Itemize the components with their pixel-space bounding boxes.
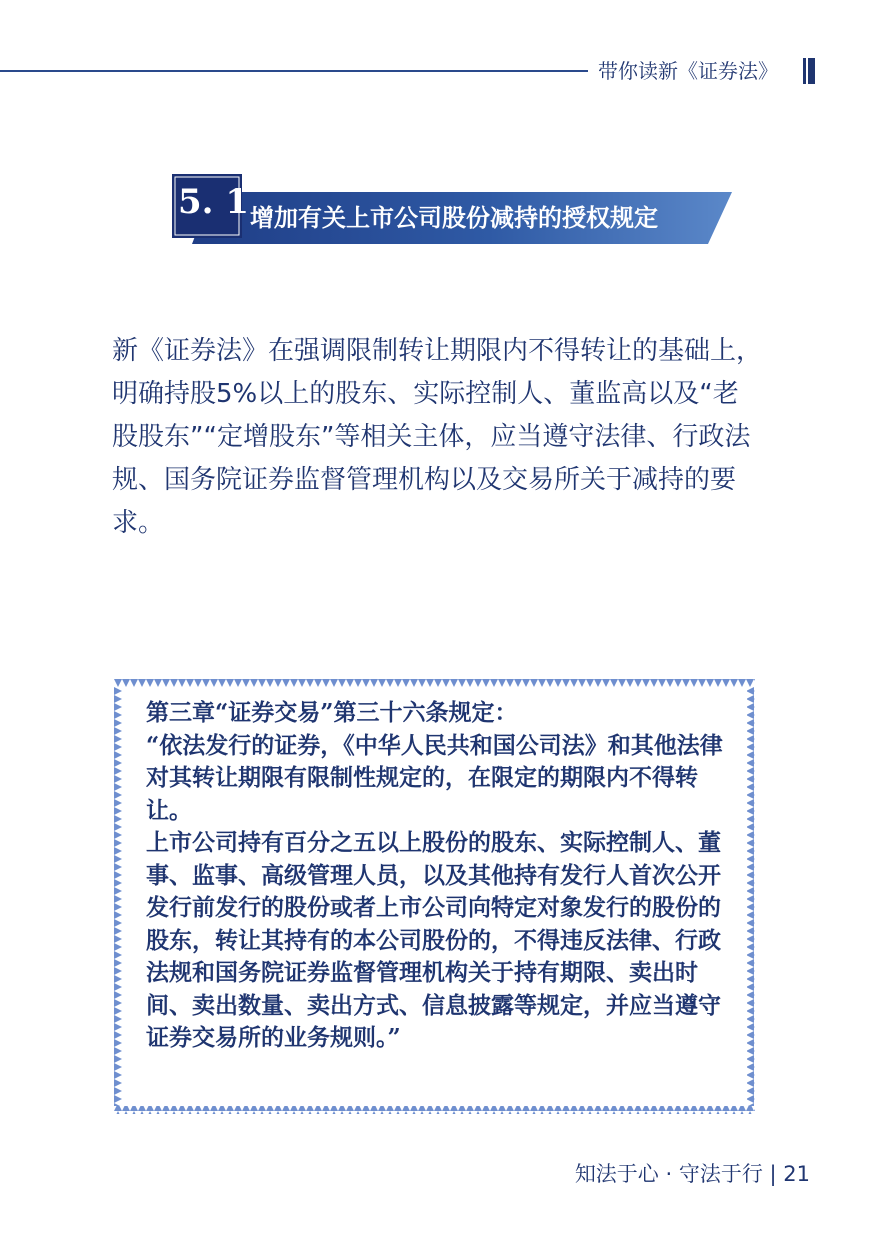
section-number: 5. 1 [178,182,249,222]
quote-paragraph-1: “依法发行的证券，《中华人民共和国公司法》和其他法律对其转让期限有限制性规定的，在限定的期限内不得转让。 [146,731,723,824]
law-quote-box [114,679,755,1114]
section-title: 增加有关上市公司股份减持的授权规定 [250,203,658,232]
header-title: 带你读新《证券法》 [598,59,778,83]
header-rule [0,70,588,72]
quote-paragraph-2: 上市公司持有百分之五以上股份的股东、实际控制人、董事、监事、高级管理人员，以及其他持有发行人首次公开发行前发行的股份或者上市公司向特定对象发行的股份的股东，转让其持有的本公司股份的，不得违反法律、行政法规和国务院证券监督管理机构关于持有期限、卖出时间、卖出数量、卖出方式、信息披露等规定，并应当遵守证券交易所的业务规则。” [146,829,721,1051]
quote-heading: 第三章“证券交易”第三十六条规定： [146,699,518,726]
footer-page-label: 知法于心 · 守法于行 | 21 [574,1162,810,1186]
section-banner [172,172,732,246]
law-quote-text [146,697,731,1055]
intro-paragraph: 新《证券法》在强调限制转让期限内不得转让的基础上，明确持股5%以上的股东、实际控制人、董监高以及“老股股东”“定增股东”等相关主体，应当遵守法律、行政法规、国务院证券监督管理机构以及交易所关于减持的要求。 [112,336,763,538]
header-bar-mark [803,58,815,84]
